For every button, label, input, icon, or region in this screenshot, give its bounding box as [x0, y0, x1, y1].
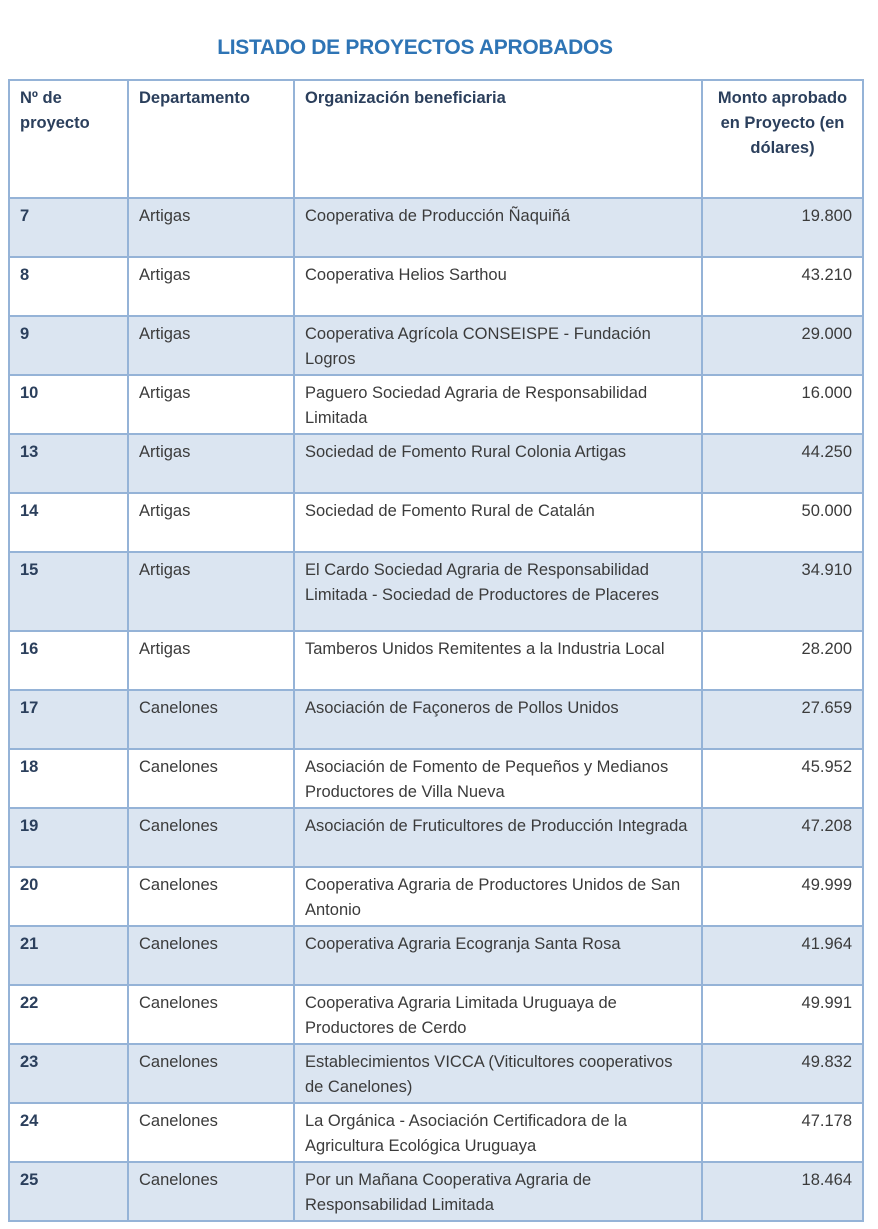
cell-amount: 47.208: [702, 808, 863, 867]
cell-number: 22: [9, 985, 128, 1044]
cell-department: Canelones: [128, 1162, 294, 1221]
cell-department: Canelones: [128, 690, 294, 749]
cell-organization: Cooperativa Agraria Limitada Uruguaya de Productores de Cerdo: [294, 985, 702, 1044]
cell-department: Canelones: [128, 749, 294, 808]
cell-amount: 29.000: [702, 316, 863, 375]
page-title: LISTADO DE PROYECTOS APROBADOS: [217, 36, 613, 59]
table-row: [9, 257, 863, 316]
cell-department: Artigas: [128, 493, 294, 552]
table-row: [9, 493, 863, 552]
cell-amount: 50.000: [702, 493, 863, 552]
cell-department: Canelones: [128, 985, 294, 1044]
cell-amount: 49.832: [702, 1044, 863, 1103]
cell-department: Canelones: [128, 926, 294, 985]
cell-organization: Paguero Sociedad Agraria de Responsabilidad Limitada: [294, 375, 702, 434]
cell-number: 20: [9, 867, 128, 926]
cell-department: Artigas: [128, 375, 294, 434]
cell-number: 13: [9, 434, 128, 493]
cell-number: 16: [9, 631, 128, 690]
cell-organization: Cooperativa Agraria de Productores Unidos de San Antonio: [294, 867, 702, 926]
cell-organization: Sociedad de Fomento Rural Colonia Artigas: [294, 434, 702, 493]
cell-department: Artigas: [128, 552, 294, 631]
cell-number: 8: [9, 257, 128, 316]
cell-number: 19: [9, 808, 128, 867]
cell-department: Artigas: [128, 316, 294, 375]
table-row: [9, 867, 863, 926]
header-department: Departamento: [128, 80, 294, 198]
cell-amount: 34.910: [702, 552, 863, 631]
cell-department: Canelones: [128, 1044, 294, 1103]
table-row: [9, 926, 863, 985]
header-organization: Organización beneficiaria: [294, 80, 702, 198]
cell-amount: 45.952: [702, 749, 863, 808]
cell-number: 25: [9, 1162, 128, 1221]
table-row: [9, 552, 863, 631]
table-row: [9, 1044, 863, 1103]
table-row: [9, 198, 863, 257]
cell-number: 7: [9, 198, 128, 257]
cell-organization: Sociedad de Fomento Rural de Catalán: [294, 493, 702, 552]
cell-number: 23: [9, 1044, 128, 1103]
cell-organization: Asociación de Façoneros de Pollos Unidos: [294, 690, 702, 749]
cell-number: 14: [9, 493, 128, 552]
table-row: [9, 375, 863, 434]
cell-amount: 49.991: [702, 985, 863, 1044]
cell-organization: Asociación de Fruticultores de Producción Integrada: [294, 808, 702, 867]
header-number: Nº de proyecto: [9, 80, 128, 198]
table-row: [9, 690, 863, 749]
cell-number: 15: [9, 552, 128, 631]
table-row: [9, 808, 863, 867]
cell-department: Artigas: [128, 257, 294, 316]
cell-organization: Establecimientos VICCA (Viticultores cooperativos de Canelones): [294, 1044, 702, 1103]
cell-number: 10: [9, 375, 128, 434]
cell-amount: 47.178: [702, 1103, 863, 1162]
cell-amount: 19.800: [702, 198, 863, 257]
cell-department: Artigas: [128, 631, 294, 690]
cell-amount: 18.464: [702, 1162, 863, 1221]
cell-organization: Cooperativa Helios Sarthou: [294, 257, 702, 316]
cell-organization: Asociación de Fomento de Pequeños y Medianos Productores de Villa Nueva: [294, 749, 702, 808]
cell-number: 9: [9, 316, 128, 375]
cell-organization: La Orgánica - Asociación Certificadora de la Agricultura Ecológica Uruguaya: [294, 1103, 702, 1162]
cell-amount: 28.200: [702, 631, 863, 690]
cell-number: 21: [9, 926, 128, 985]
table-row: [9, 434, 863, 493]
cell-amount: 43.210: [702, 257, 863, 316]
cell-number: 18: [9, 749, 128, 808]
cell-organization: Tamberos Unidos Remitentes a la Industria Local: [294, 631, 702, 690]
table-row: [9, 316, 863, 375]
cell-organization: Por un Mañana Cooperativa Agraria de Responsabilidad Limitada: [294, 1162, 702, 1221]
cell-amount: 16.000: [702, 375, 863, 434]
cell-department: Artigas: [128, 198, 294, 257]
cell-department: Canelones: [128, 808, 294, 867]
cell-organization: Cooperativa Agrícola CONSEISPE - Fundación Logros: [294, 316, 702, 375]
cell-amount: 27.659: [702, 690, 863, 749]
cell-number: 17: [9, 690, 128, 749]
table-row: [9, 1103, 863, 1162]
cell-number: 24: [9, 1103, 128, 1162]
cell-organization: Cooperativa de Producción Ñaquiñá: [294, 198, 702, 257]
cell-organization: Cooperativa Agraria Ecogranja Santa Rosa: [294, 926, 702, 985]
header-amount: Monto aprobado en Proyecto (en dólares): [702, 80, 863, 198]
cell-amount: 41.964: [702, 926, 863, 985]
table-row: [9, 1162, 863, 1221]
cell-amount: 49.999: [702, 867, 863, 926]
cell-organization: El Cardo Sociedad Agraria de Responsabilidad Limitada - Sociedad de Productores de Placeres: [294, 552, 702, 631]
cell-department: Canelones: [128, 867, 294, 926]
table-row: [9, 985, 863, 1044]
projects-table: [8, 79, 864, 1222]
table-header-row: [9, 80, 863, 198]
cell-department: Canelones: [128, 1103, 294, 1162]
table-row: [9, 631, 863, 690]
cell-amount: 44.250: [702, 434, 863, 493]
table-row: [9, 749, 863, 808]
cell-department: Artigas: [128, 434, 294, 493]
